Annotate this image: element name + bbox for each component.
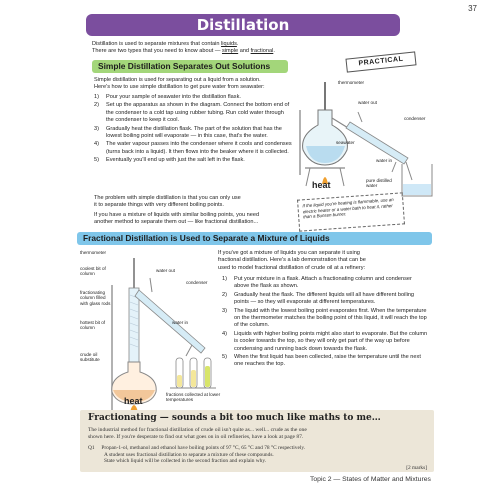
frac-intro-line1: If you've got a mixture of liquids you can separate it using [218, 250, 360, 256]
step-number: 3) [222, 307, 227, 314]
simple-intro-line2: Here's how to use simple distillation to get pure water from seawater: [94, 84, 265, 91]
problem-line3: If you have a mixture of liquids with similar boiling points, you need [94, 211, 260, 218]
frac-intro-line2: fractional distillation. Here's a lab demonstration that can be [218, 257, 366, 264]
label-heat-simple: heat [312, 180, 331, 190]
question-line1: Propan-1-ol, methanol and ethanol have boiling points of 97 °C, 65 °C and 78 °C respectively. [101, 445, 306, 451]
label-hottest: hottest bit of column [80, 320, 106, 331]
step-number: 3) [94, 125, 99, 132]
intro-text-end: . [236, 41, 239, 47]
step-number: 1) [222, 276, 227, 282]
label-water-in: water in [376, 158, 393, 163]
simple-distillation-heading: Simple Distillation Separates Out Solutions [92, 60, 288, 73]
problem-line1: The problem with simple distillation is that you can only use [94, 195, 241, 201]
fact-line1: The industrial method for fractional distillation of crude oil isn't quite as... well... crude as the one [88, 427, 307, 433]
label-pure-water: pure distilled water [366, 178, 392, 189]
step-text: Set up the apparatus as shown in the diagram. Connect the bottom end of the condenser to a cold tap using rubber tubing. Run cold water through the condenser to keep it cool. [106, 102, 290, 124]
step-number: 2) [94, 102, 99, 109]
fact-line2: shown here. If you're desperate to find out what goes on in oil refineries, have a look at page 87. [88, 434, 304, 440]
label-water-out: water out [358, 100, 377, 105]
intro-text: Distillation is used to separate mixtures that contain [92, 41, 222, 47]
label-frac-thermometer: thermometer [80, 250, 107, 255]
question-line3: State which liquid will be collected in the second fraction and explain why. [104, 458, 267, 465]
intro-simple: simple [221, 48, 239, 55]
step-text: The liquid with the lowest boiling point evaporates first. When the temperature on the thermometer matches the boiling point of this liquid, it will reach the top of the column. [234, 307, 427, 329]
step-number: 2) [222, 291, 227, 298]
label-crude-oil: crude oil substitute [80, 352, 100, 363]
label-thermometer: thermometer [338, 80, 365, 85]
fraction-1 [177, 375, 182, 387]
page-footer: Topic 2 — States of Matter and Mixtures [310, 476, 431, 483]
fractionating-column [129, 288, 139, 362]
step-number: 1) [94, 94, 99, 100]
label-heat-fractional: heat [124, 396, 143, 406]
intro-line2: There are two types that you need to know about — [92, 48, 222, 55]
step-text: When the first liquid has been collected, raise the temperature until the next one reaches the top. [234, 354, 421, 368]
page-title: Distillation [196, 16, 290, 34]
step-text: Gradually heat the flask. The different liquids will all have different boiling points — so they will evaporate at different temperatures. [234, 291, 415, 306]
fact-title: Fractionating — sounds a bit too much like maths to me… [88, 413, 381, 423]
step-text: Put your mixture in a flask. Attach a fractionating column and condenser above the flask as shown. [234, 276, 412, 290]
problem-line4: another method to separate them out — like fractional distillation... [94, 219, 259, 226]
step-number: 5) [222, 354, 227, 361]
step-text: Gradually heat the distillation flask. The part of the solution that has the lowest boiling point will evaporate — in this case, that's the water. [106, 125, 282, 140]
fraction-3 [205, 366, 210, 387]
intro-and: and [238, 48, 251, 55]
question-block [88, 445, 428, 465]
frac-water-in-pipe [186, 345, 192, 356]
step-text: Pour your sample of seawater into the distillation flask. [106, 94, 241, 100]
question-marks: [2 marks] [406, 465, 427, 471]
intro-liquids: liquids [221, 41, 237, 47]
step-text: Liquids with higher boiling points might also start to evaporate. But the column is cooler towards the top, so they will only get part of the way up before condensing and running back down towards the flask. [234, 330, 428, 352]
label-fractionating-column: fractionating column filled with glass rods [80, 290, 111, 306]
label-condenser: condenser [404, 116, 426, 121]
frac-condenser [135, 290, 205, 353]
step-number: 4) [222, 330, 227, 337]
fact-text [88, 427, 428, 441]
flammable-warning: If the liquid you're heating is flammable, use an electric heater or a water bath to heat it, rather than a Bunsen burner. [297, 192, 405, 231]
label-coolest: coolest bit of column [80, 266, 106, 277]
step-text: Eventually you'll end up with just the salt left in the flask. [106, 157, 245, 164]
fraction-2 [191, 370, 196, 387]
frac-water-out-pipe [150, 278, 152, 292]
label-frac-water-in: water in [172, 320, 189, 325]
intro-end: . [273, 48, 275, 55]
label-frac-condenser: condenser [186, 280, 208, 285]
practical-badge: PRACTICAL [345, 51, 416, 72]
page-number: 37 [468, 4, 477, 13]
step-number: 4) [94, 141, 99, 148]
simple-intro-line1: Simple distillation is used for separating out a liquid from a solution. [94, 77, 261, 83]
question-label: Q1 [88, 445, 95, 451]
step-number: 5) [94, 157, 99, 164]
problem-line2: it to separate things with very different boiling points. [94, 202, 224, 209]
intro-fractional: fractional [250, 48, 274, 55]
frac-intro-line3: used to model fractional distillation of crude oil at a refinery: [218, 264, 366, 271]
fractional-distillation-heading: Fractional Distillation is Used to Separate a Mixture of Liquids [77, 232, 432, 245]
step-text: The water vapour passes into the condenser where it cools and condenses (turns back into a liquid). It then flows into the beaker where it is collected. [106, 141, 292, 155]
question-line2: A student uses fractional distillation to separate a mixture of these compounds. [104, 451, 274, 458]
label-seawater: seawater [336, 140, 355, 145]
label-fractions: fractions collected at lower temperatures [166, 392, 221, 403]
label-frac-water-out: water out [156, 268, 175, 273]
